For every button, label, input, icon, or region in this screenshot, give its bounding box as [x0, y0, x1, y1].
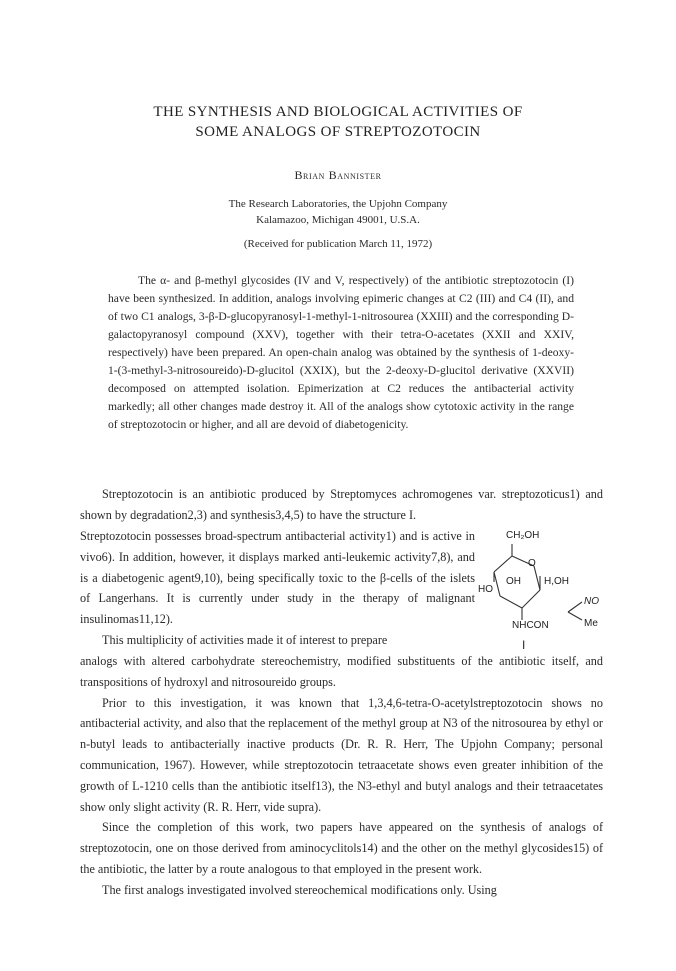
paragraph-body-continued: [80, 651, 603, 901]
pyranose-ring-icon: [478, 522, 618, 642]
nitroso-label: NO: [584, 596, 599, 607]
structure-label: I: [522, 638, 526, 652]
affiliation-line-1: The Research Laboratories, the Upjohn Company: [228, 198, 448, 210]
anomeric-h-oh-label: H,OH: [544, 576, 569, 587]
nhcon-label: NHCON: [512, 620, 549, 631]
methyl-label: Me: [584, 618, 598, 629]
ho-label: HO: [478, 584, 493, 595]
paper-title-line-2: SOME ANALOGS OF STREPTOZOTOCIN: [195, 124, 481, 140]
paragraph-multiplicity-lead: This multiplicity of activities made it of interest to prepare: [102, 632, 388, 647]
ch2oh-label: CH₂OH: [506, 530, 540, 541]
paragraph-intro: [80, 484, 603, 526]
paragraph-intro-narrow-text: Streptozotocin possesses broad-spectrum antibacterial activity1) and is active in vivo6). In addition, however, it displays marked anti-leukemic activity7,8), and is a diabetogenic agent9,10), being specifically toxic to the β-cells of the islets of Langerhans. It is currently under study in the therapy of malignant insulinomas11,12).: [80, 529, 475, 627]
paragraph-first-analogs: The first analogs investigated involved stereochemical modifications only. Using: [102, 882, 497, 897]
paragraph-multiplicity-rest: analogs with altered carbohydrate stereochemistry, modified substituents of the antibiotic itself, and transpositions of hydroxyl and nitrosoureido groups.: [80, 654, 603, 689]
oh-label: OH: [506, 576, 521, 587]
paragraph-prior-work: Prior to this investigation, it was known that 1,3,4,6-tetra-O-acetylstreptozotocin shows no antibacterial activity, and also that the replacement of the methyl group at N3 of the nitrosourea by ethyl or n-butyl leads to antibacterially inactive products (Dr. R. R. Herr, The Upjohn Company; personal communication, 1967). However, while streptozotocin tetraacetate shows even greater inhibition of the growth of L-1210 cells than the antibiotic itself13), the N3-ethyl and butyl analogs and their tetraacetates show only slight activity (R. R. Herr, vide supra).: [80, 695, 603, 814]
paragraph-recent-papers: Since the completion of this work, two papers have appeared on the synthesis of analogs of streptozotocin, one on those derived from aminocyclitols14) and the other on the methyl glycosides15) of the antibiotic, the latter by a route analogous to that employed in the present work.: [80, 820, 603, 876]
ring-oxygen-label: O: [528, 558, 536, 569]
author-name: Brian Bannister: [294, 168, 382, 182]
paragraph-intro-narrow: [80, 526, 475, 651]
affiliation-line-2: Kalamazoo, Michigan 49001, U.S.A.: [256, 214, 420, 226]
paragraph-intro-lead: Streptozotocin is an antibiotic produced by Streptomyces achromogenes var. streptozoticus1) and shown by degradation2,3) and synthesis3,4,5) to have the structure I.: [80, 487, 603, 522]
structure-i-diagram: [478, 522, 618, 642]
paper-title-line-1: THE SYNTHESIS AND BIOLOGICAL ACTIVITIES OF: [153, 104, 523, 120]
received-date: (Received for publication March 11, 1972): [243, 238, 433, 250]
abstract: The α- and β-methyl glycosides (IV and V, respectively) of the antibiotic streptozotocin (I) have been synthesized. In addition, analogs involving epimeric changes at C2 (III) and C4 (II), and of two C1 analogs, 3-β-D-glucopyranosyl-1-methyl-1-nitrosourea (XXIII) and the corresponding D-galactopyranosyl compound (XXV), together with their tetra-O-acetates (XXII and XXIV, respectively) have been prepared. An open-chain analog was obtained by the synthesis of 1-deoxy-1-(3-methyl-3-nitrosoureido)-D-glucitol (XXIX), but the 2-deoxy-D-glucitol derivative (XXVII) decomposed on attempted isolation. Epimerization at C2 reduces the antibacterial activity markedly; all other changes made destroy it. All of the analogs show cytotoxic activity in the range of streptozotocin or higher, and all are devoid of diabetogenicity.: [108, 274, 574, 431]
